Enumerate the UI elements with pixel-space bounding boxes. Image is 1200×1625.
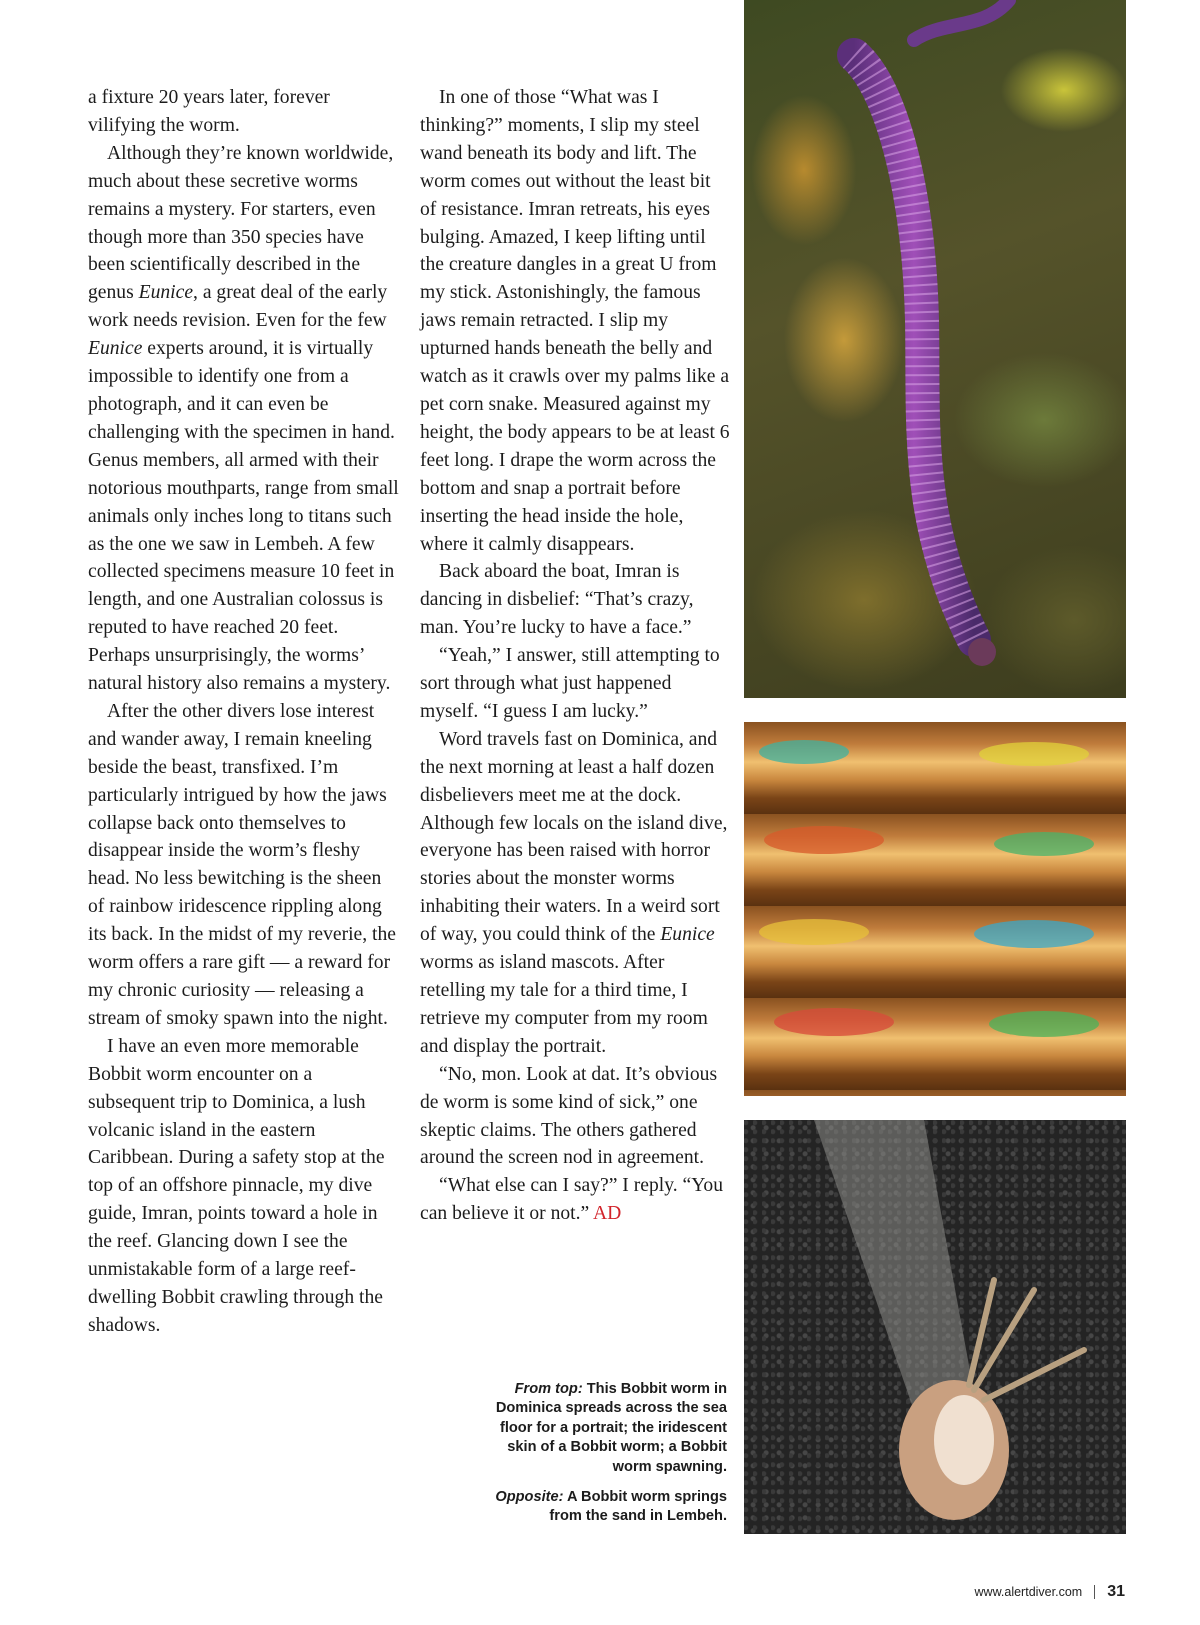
- article-column-left: [88, 84, 400, 1340]
- photo-bobbit-worm-reef: [744, 0, 1126, 698]
- end-mark: AD: [593, 1203, 622, 1225]
- genus-name: Eunice: [138, 282, 194, 304]
- page-footer: [975, 1583, 1125, 1601]
- caption-line: From top: This Bobbit worm in Dominica spreads across the sea floor for a portrait; the iridescent skin of a Bobbit worm; a Bobbit worm spawning.: [495, 1381, 727, 1475]
- paragraph: “No, mon. Look at dat. It’s obvious de worm is some kind of sick,” one skeptic claims. The others gathered around the screen nod in agreement.: [420, 1063, 718, 1169]
- photo-iridescent-skin: [744, 722, 1126, 1096]
- photo-worm-spawning: [744, 1120, 1126, 1534]
- paragraph: Although they’re known worldwide, much about these secretive worms remains a mystery. For starters, even though more than 350 species have been scientifically described in the genus Eunice, a great deal of the early work needs revision. Even for the few Eunice experts around, it is virtually impossible to identify one from a photograph, and it can even be challenging with the specimen in hand. Genus members, all armed with their notorious mouthparts, range from small animals only inches long to titans such as the one we saw in Lembeh. A few collected specimens measure 10 feet in length, and one Australian colossus is reputed to have reached 20 feet. Perhaps unsurprisingly, the worms’ natural history also remains a mystery.: [88, 142, 399, 695]
- genus-name: Eunice: [88, 338, 143, 360]
- paragraph: I have an even more memorable Bobbit worm encounter on a subsequent trip to Dominica, a lush volcanic island in the eastern Caribbean. During a safety stop at the top of an offshore pinnacle, my dive guide, Imran, points toward a hole in the reef. Glancing down I see the unmistakable form of a large reef-dwelling Bobbit crawling through the shadows.: [88, 1035, 385, 1336]
- footer-divider: [1094, 1585, 1095, 1599]
- caption-line: Opposite: A Bobbit worm springs from the sand in Lembeh.: [495, 1489, 727, 1525]
- paragraph: “What else can I say?” I reply. “You can believe it or not.” AD: [420, 1175, 723, 1225]
- caption-label: From top:: [514, 1381, 583, 1397]
- paragraph: Back aboard the boat, Imran is dancing in disbelief: “That’s crazy, man. You’re lucky to have a face.”: [420, 561, 694, 639]
- website-url: www.alertdiver.com: [974, 1585, 1083, 1599]
- spawning-illustration: [744, 1120, 1126, 1534]
- paragraph: a fixture 20 years later, forever vilifying the worm.: [88, 87, 330, 136]
- iridescence-illustration: [744, 722, 1126, 1096]
- genus-name: Eunice: [660, 924, 715, 946]
- paragraph: Word travels fast on Dominica, and the next morning at least a half dozen disbelievers meet me at the dock. Although few locals on the island dive, everyone has been raised with horror stories about the monster worms inhabiting their waters. In a weird sort of way, you could think of the Eunice worms as island mascots. After retelling my tale for a third time, I retrieve my computer from my room and display the portrait.: [420, 728, 728, 1057]
- paragraph: In one of those “What was I thinking?” moments, I slip my steel wand beneath its body and lift. The worm comes out without the least bit of resistance. Imran retreats, his eyes bulging. Amazed, I keep lifting until the creature dangles in a great U from my stick. Astonishingly, the famous jaws remain retracted. I slip my upturned hands beneath the belly and watch as it crawls over my palms like a pet corn snake. Measured against my height, the body appears to be at least 6 feet long. I drape the worm across the bottom and snap a portrait before inserting the head inside the hole, where it calmly disappears.: [420, 87, 730, 555]
- paragraph: After the other divers lose interest and wander away, I remain kneeling beside the beast, transfixed. I’m particularly intrigued by how the jaws collapse back onto themselves to disappear inside the worm’s fleshy head. No less bewitching is the sheen of rainbow iridescence rippling along its back. In the midst of my reverie, the worm offers a rare gift — a reward for my chronic curiosity — releasing a stream of smoky spawn into the night.: [88, 700, 396, 1029]
- paragraph: “Yeah,” I answer, still attempting to sort through what just happened myself. “I guess I am lucky.”: [420, 645, 720, 722]
- page-number: 31: [1107, 1583, 1125, 1600]
- photo-caption: [477, 1380, 727, 1538]
- caption-label: Opposite:: [495, 1489, 564, 1506]
- worm-illustration: [744, 0, 1126, 698]
- article-column-right: [420, 84, 730, 1228]
